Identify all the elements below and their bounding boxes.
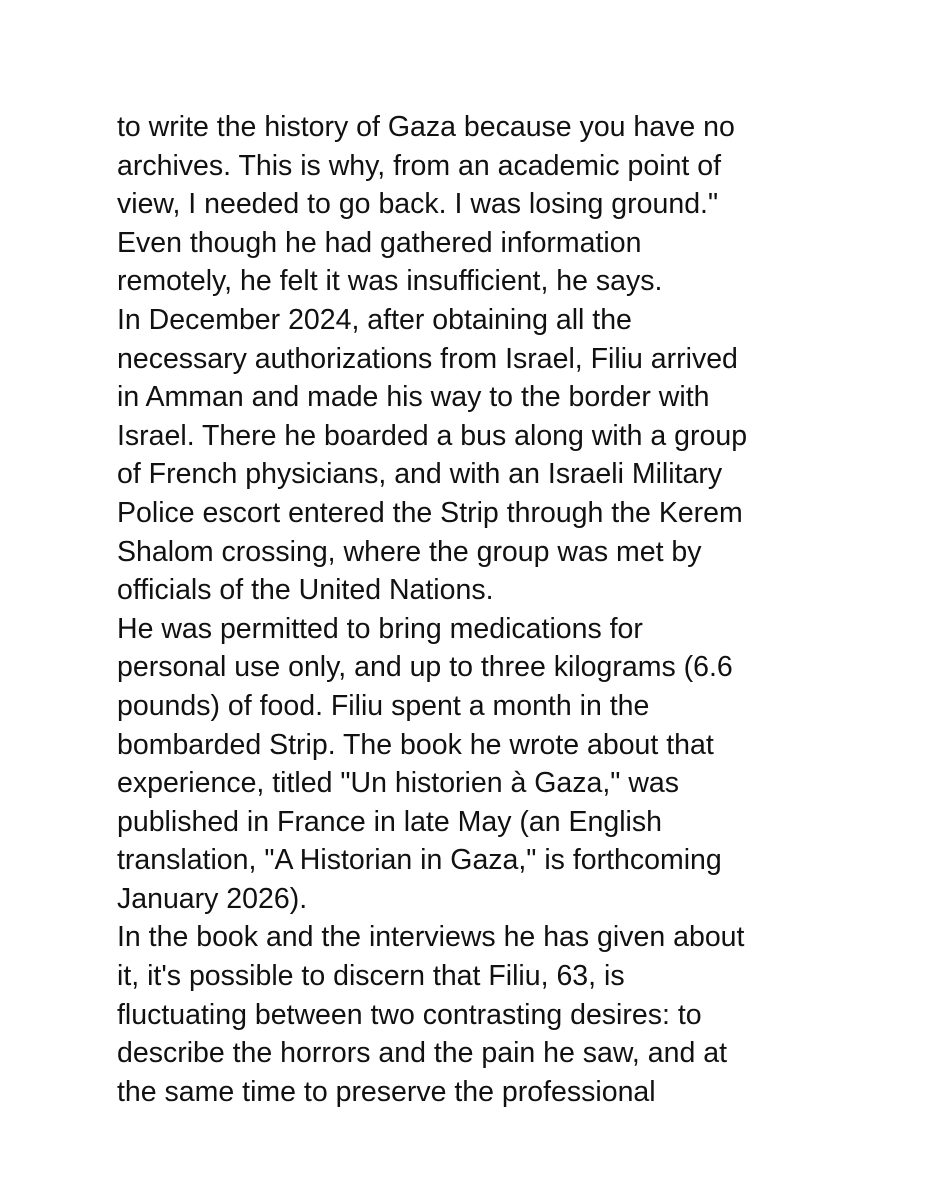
text-line: Israel. There he boarded a bus along with a group: [117, 419, 748, 452]
text-line: January 2026).: [117, 882, 308, 915]
text-line: pounds) of food. Filiu spent a month in the: [117, 689, 650, 722]
text-line: Shalom crossing, where the group was met by: [117, 535, 702, 568]
text-line: in Amman and made his way to the border with: [117, 381, 710, 414]
text-line: personal use only, and up to three kilograms (6.6: [117, 651, 733, 684]
text-line: published in France in late May (an English: [117, 805, 662, 838]
text-line: Police escort entered the Strip through the Kerem: [117, 496, 743, 529]
text-line: to write the history of Gaza because you have no: [117, 111, 735, 143]
text-line: describe the horrors and the pain he saw, and at: [117, 1037, 727, 1070]
text-line: experience, titled "Un historien à Gaza," was: [117, 767, 680, 800]
text-line: He was permitted to bring medications for: [117, 612, 643, 645]
text-line: the same time to preserve the professional: [117, 1075, 656, 1108]
text-line: In the book and the interviews he has given about: [117, 921, 745, 954]
text-line: officials of the United Nations.: [117, 574, 494, 607]
text-line: it, it's possible to discern that Filiu, 63, is: [117, 960, 625, 993]
text-line: archives. This is why, from an academic point of: [117, 149, 722, 182]
text-line: necessary authorizations from Israel, Filiu arrived: [117, 342, 738, 375]
article-text: [117, 108, 817, 1111]
text-line: of French physicians, and with an Israeli Military: [117, 458, 723, 491]
text-line: remotely, he felt it was insufficient, he says.: [117, 265, 663, 298]
text-line: bombarded Strip. The book he wrote about that: [117, 728, 714, 761]
text-line: In December 2024, after obtaining all the: [117, 303, 632, 336]
text-line: Even though he had gathered information: [117, 226, 642, 259]
text-line: fluctuating between two contrasting desires: to: [117, 998, 702, 1031]
text-line: translation, "A Historian in Gaza," is forthcoming: [117, 844, 722, 877]
text-line: view, I needed to go back. I was losing ground.": [117, 188, 719, 221]
